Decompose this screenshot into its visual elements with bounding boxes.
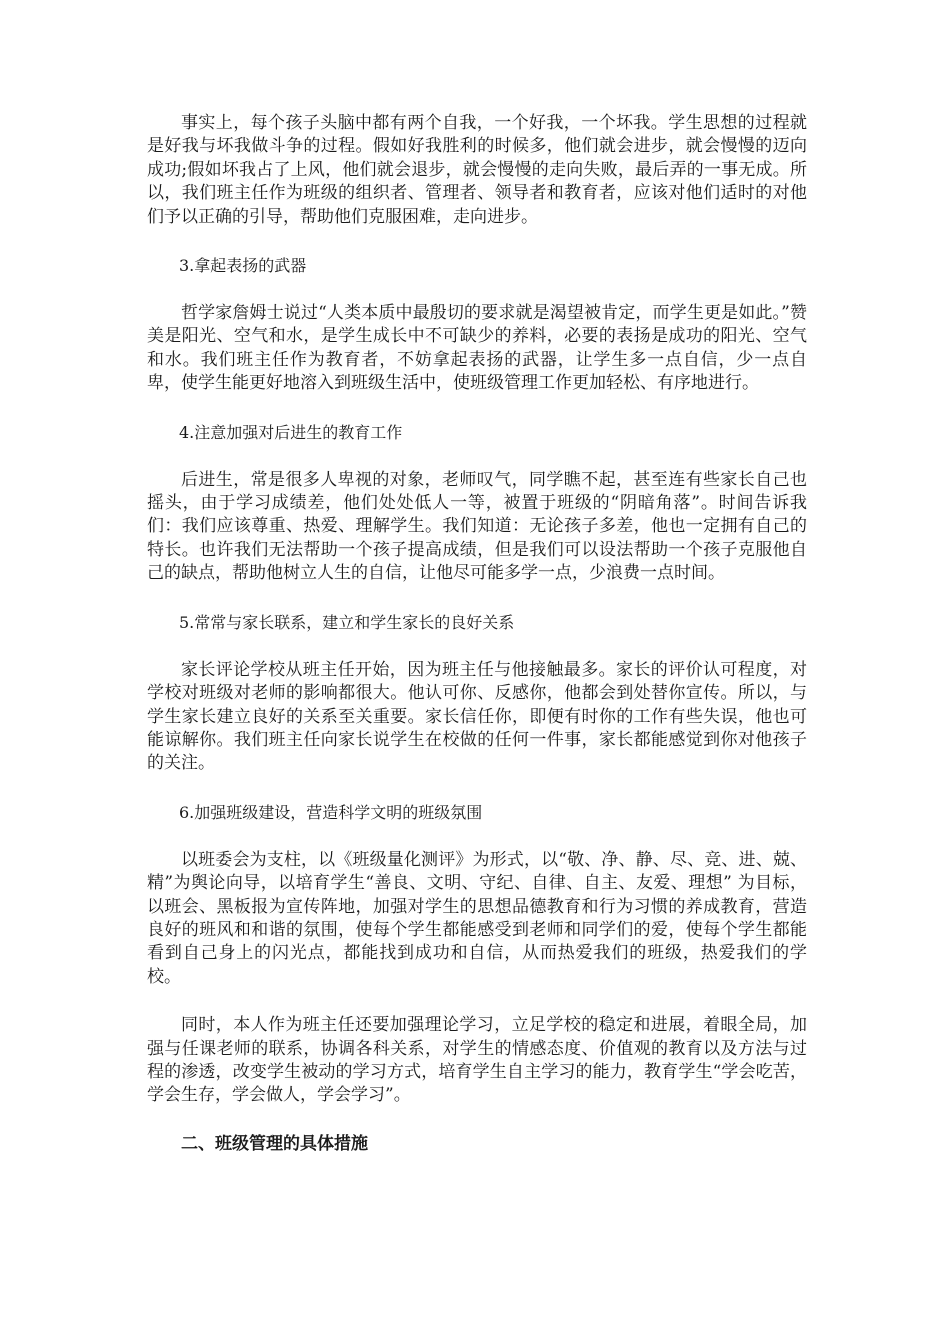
paragraph-class-building: 以班委会为支柱，以《班级量化测评》为形式，以“敬、净、静、尽、竞、进、兢、精”为舆论向导，以培育学生“善良、文明、守纪、自律、自主、友爱、理想” 为目标，以班会、黑板报为宣传阵地，加强对学生的思想品德教育和行为习惯的养成教育，营造良好的班风和和谐的氛围，使每个学生都能感受到老师和同学们的爱，使每个学生都能看到自己身上的闪光点，都能找到成功和自信，从而热爱我们的班级，热爱我们的学校。 xyxy=(147,849,807,987)
paragraph-theory-study: 同时，本人作为班主任还要加强理论学习，立足学校的稳定和进展，着眼全局，加强与任课老师的联系，协调各科关系，对学生的情感态度、价值观的教育以及方法与过程的渗透，改变学生被动的学习方式，培育学生自主学习的能力，教育学生“学会吃苦，学会生存，学会做人，学会学习”。 xyxy=(147,1015,807,1106)
spacer xyxy=(147,396,807,421)
spacer xyxy=(147,229,807,254)
heading-class-building: 6.加强班级建设，营造科学文明的班级氛围 xyxy=(179,802,483,822)
heading-praise: 3.拿起表扬的武器 xyxy=(179,256,307,276)
spacer xyxy=(147,776,807,801)
section-title-measures: 二、班级管理的具体措施 xyxy=(181,1133,368,1154)
spacer xyxy=(147,444,807,469)
heading-underachievers: 4.注意加强对后进生的教育工作 xyxy=(179,422,403,442)
spacer xyxy=(147,586,807,611)
heading-parents: 5.常常与家长联系，建立和学生家长的良好关系 xyxy=(179,612,515,632)
document-page xyxy=(147,112,807,1156)
spacer xyxy=(147,989,807,1014)
spacer xyxy=(147,634,807,659)
spacer xyxy=(147,824,807,849)
paragraph-praise: 哲学家詹姆士说过“人类本质中最殷切的要求就是渴望被肯定，而学生更是如此。”赞美是阳光、空气和水，是学生成长中不可缺少的养料，必要的表扬是成功的阳光、空气和水。我们班主任作为教育者，不妨拿起表扬的武器，让学生多一点自信，少一点自卑，使学生能更好地溶入到班级生活中，使班级管理工作更加轻松、有序地进行。 xyxy=(147,303,807,394)
spacer xyxy=(147,277,807,302)
paragraph-parents: 家长评论学校从班主任开始，因为班主任与他接触最多。家长的评价认可程度，对学校对班级对老师的影响都很大。他认可你、反感你，他都会到处替你宣传。所以，与学生家长建立良好的关系至关重要。家长信任你，即便有时你的工作有些失误，他也可能谅解你。我们班主任向家长说学生在校做的任何一件事，家长都能感觉到你对他孩子的关注。 xyxy=(147,659,807,774)
spacer xyxy=(147,1108,807,1133)
paragraph-underachievers: 后进生，常是很多人卑视的对象，老师叹气，同学瞧不起，甚至连有些家长自己也摇头，由于学习成绩差，他们处处低人一等，被置于班级的“阴暗角落”。时间告诉我们：我们应该尊重、热爱、理解学生。我们知道：无论孩子多差，他也一定拥有自己的特长。也许我们无法帮助一个孩子提高成绩，但是我们可以设法帮助一个孩子克服他自己的缺点，帮助他树立人生的自信，让他尽可能多学一点，少浪费一点时间。 xyxy=(147,469,807,584)
paragraph-self-struggle: 事实上，每个孩子头脑中都有两个自我，一个好我，一个坏我。学生思想的过程就是好我与坏我做斗争的过程。假如好我胜利的时候多，他们就会进步，就会慢慢的迈向成功;假如坏我占了上风，他们就会退步，就会慢慢的走向失败，最后弄的一事无成。所以，我们班主任作为班级的组织者、管理者、领导者和教育者，应该对他们适时的对他们予以正确的引导，帮助他们克服困难，走向进步。 xyxy=(147,113,807,227)
